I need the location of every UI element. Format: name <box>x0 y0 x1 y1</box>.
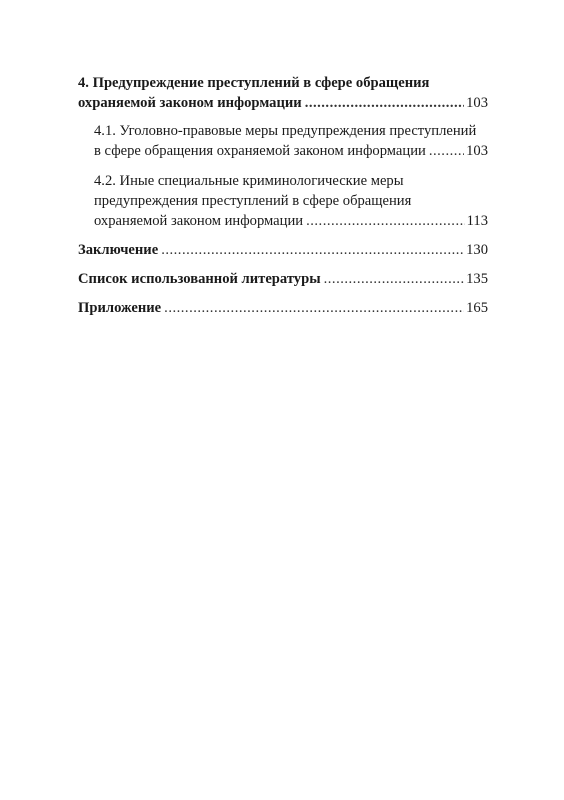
toc-entry-text: в сфере обращения охраняемой законом информации <box>94 143 426 159</box>
toc-page-number: 113 <box>466 213 488 229</box>
toc-page-number: 165 <box>466 300 488 316</box>
dot-leader <box>164 298 464 318</box>
toc-entry-text: Список использованной литературы <box>78 271 321 287</box>
toc-page-number: 135 <box>466 271 488 287</box>
toc-entry-text: Заключение <box>78 242 159 258</box>
toc-entry-text: охраняемой законом информации <box>94 213 304 229</box>
table-of-contents <box>78 73 488 318</box>
dot-leader <box>324 269 464 289</box>
toc-page-number: 130 <box>466 242 488 258</box>
toc-entry-text: 4.1. Уголовно-правовые меры предупреждения преступлений <box>94 123 477 139</box>
toc-entry-conclusion <box>78 240 488 260</box>
toc-page-number: 103 <box>466 143 488 159</box>
dot-leader <box>305 93 464 113</box>
dot-leader <box>429 141 464 161</box>
toc-entry-chapter-4 <box>78 73 488 113</box>
dot-leader <box>161 240 464 260</box>
toc-entry-section-4-1 <box>78 121 488 161</box>
toc-page-number: 103 <box>466 95 488 111</box>
toc-entry-text: охраняемой законом информации <box>78 95 302 111</box>
toc-entry-text: 4. Предупреждение преступлений в сфере обращения <box>78 75 430 91</box>
toc-entry-text: Приложение <box>78 300 162 316</box>
toc-entry-section-4-2 <box>78 171 488 231</box>
dot-leader <box>306 211 465 231</box>
toc-entry-bibliography <box>78 269 488 289</box>
toc-entry-text: предупреждения преступлений в сфере обращения <box>94 193 412 209</box>
toc-entry-text: 4.2. Иные специальные криминологические меры <box>94 173 404 189</box>
toc-entry-appendix <box>78 298 488 318</box>
